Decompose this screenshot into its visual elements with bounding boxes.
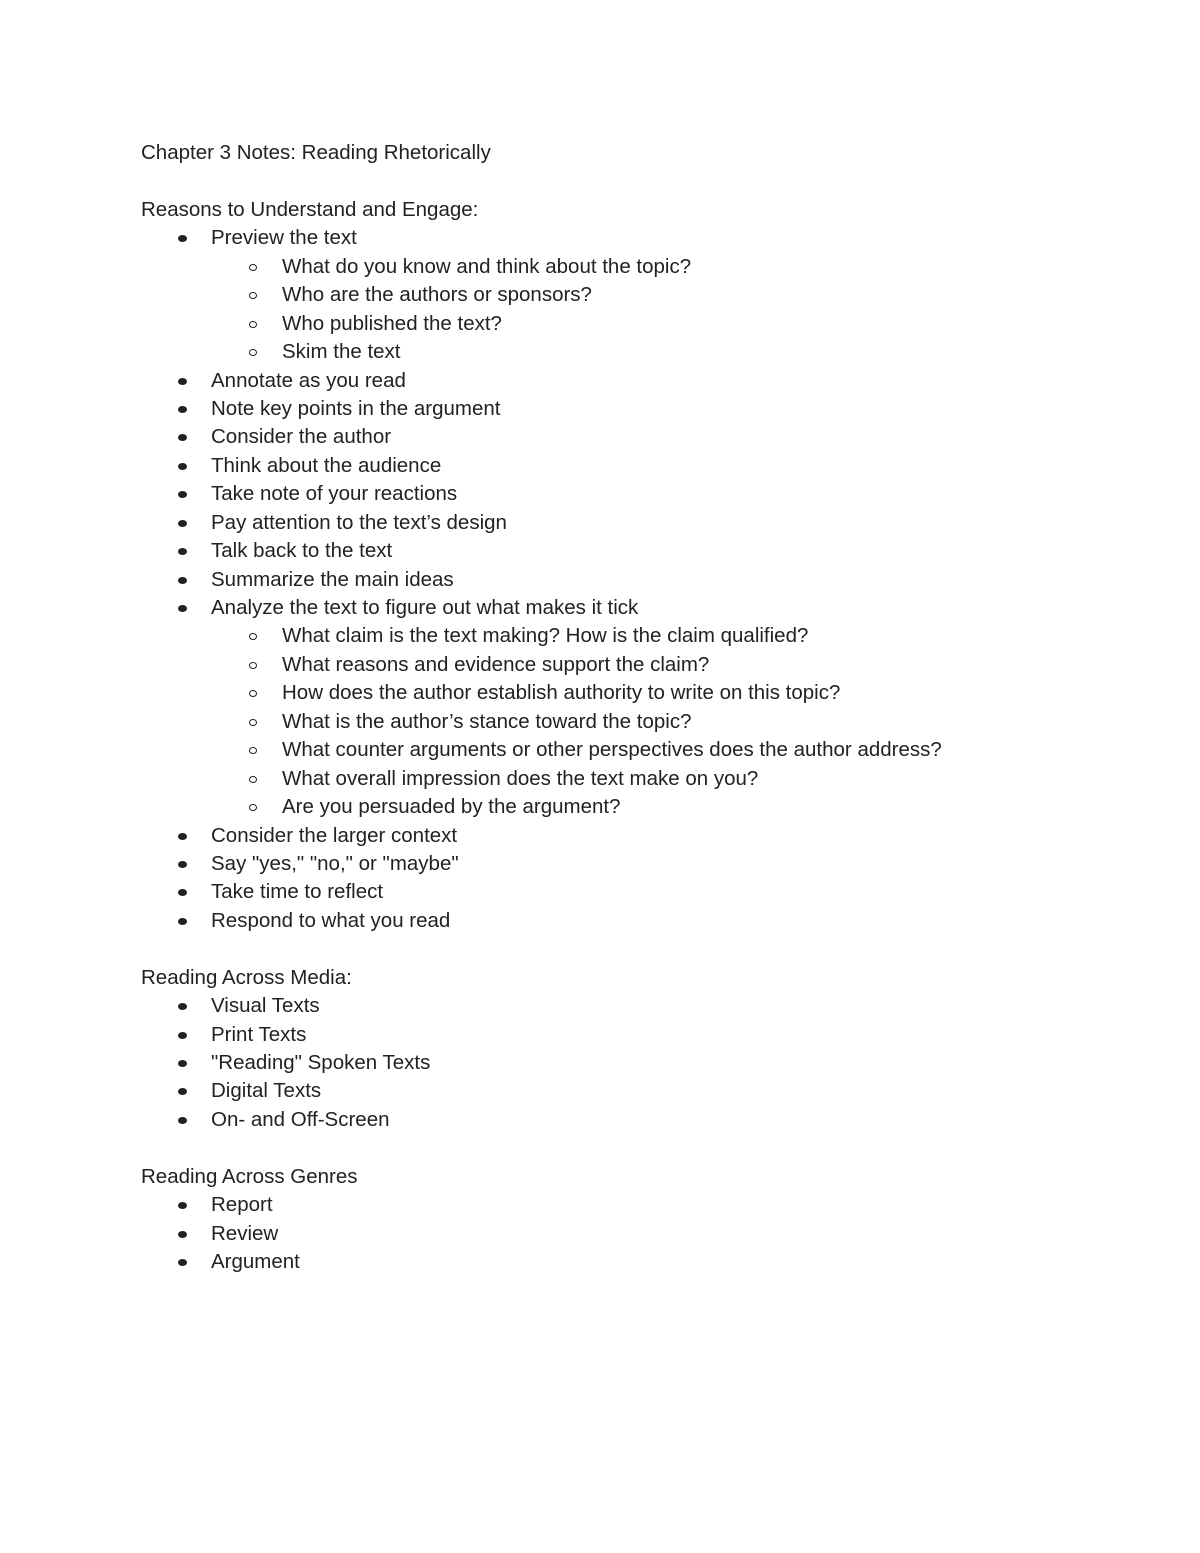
sub-list-item — [141, 253, 1141, 281]
bullet-icon — [178, 1117, 187, 1124]
list-item-text: Talk back to the text — [211, 539, 393, 563]
bullet-icon — [178, 1003, 187, 1010]
list-item — [141, 566, 1141, 594]
list-item — [141, 537, 1141, 565]
hollow-bullet-icon — [249, 292, 257, 299]
sub-list-item — [141, 281, 1141, 309]
bullet-icon — [178, 833, 187, 840]
list-item — [141, 509, 1141, 537]
sub-list-item-text: What do you know and think about the topic? — [282, 254, 692, 278]
list-item-text: Say "yes," "no," or "maybe" — [211, 851, 459, 875]
hollow-bullet-icon — [249, 690, 257, 697]
page-title: Chapter 3 Notes: Reading Rhetorically — [141, 141, 491, 164]
list-item-text: Annotate as you read — [211, 368, 406, 392]
list-item-text: Print Texts — [211, 1022, 307, 1046]
hollow-bullet-icon — [249, 804, 257, 811]
list-item-text: Summarize the main ideas — [211, 567, 454, 591]
section-heading: Reading Across Genres — [141, 1164, 358, 1188]
hollow-bullet-icon — [249, 633, 257, 640]
list-item — [141, 1248, 1141, 1276]
bullet-icon — [178, 463, 187, 470]
sub-list-item-text: What reasons and evidence support the claim? — [282, 652, 710, 676]
section-heading: Reasons to Understand and Engage: — [141, 197, 479, 221]
bullet-icon — [178, 1259, 187, 1266]
bullet-icon — [178, 605, 187, 612]
sub-list-item-text: Who are the authors or sponsors? — [282, 283, 592, 307]
list-item-text: Respond to what you read — [211, 908, 451, 932]
sub-list-item — [141, 338, 1141, 366]
list-item — [141, 992, 1141, 1020]
list-item — [141, 1077, 1141, 1105]
sub-list-item-text: Are you persuaded by the argument? — [282, 795, 621, 819]
list-item — [141, 423, 1141, 451]
sub-list-item-text: What is the author’s stance toward the topic? — [282, 709, 692, 733]
list-item-text: On- and Off-Screen — [211, 1107, 390, 1131]
sections-container — [141, 196, 1141, 1277]
sub-list-item-text: Who published the text? — [282, 311, 502, 335]
sub-list-item-text: What counter arguments or other perspectives does the author address? — [282, 738, 942, 762]
sub-list-item — [141, 765, 1141, 793]
bullet-icon — [178, 1231, 187, 1238]
list-item-text: Take time to reflect — [211, 880, 384, 904]
bullet-icon — [178, 235, 187, 242]
list-item-text: Visual Texts — [211, 994, 320, 1018]
list-item-text: Argument — [211, 1250, 300, 1274]
sub-list-item — [141, 679, 1141, 707]
bullet-icon — [178, 378, 187, 385]
sub-list-item-text: What claim is the text making? How is the claim qualified? — [282, 624, 809, 648]
list-item — [141, 480, 1141, 508]
list-item — [141, 594, 1141, 622]
list-item-text: Think about the audience — [211, 453, 442, 477]
list-item — [141, 907, 1141, 935]
bullet-icon — [178, 491, 187, 498]
sub-list-item — [141, 651, 1141, 679]
hollow-bullet-icon — [249, 264, 257, 271]
list-item — [141, 452, 1141, 480]
hollow-bullet-icon — [249, 321, 257, 328]
list-item — [141, 822, 1141, 850]
bullet-icon — [178, 520, 187, 527]
list-item-text: Consider the larger context — [211, 823, 458, 847]
sub-list-item-text: What overall impression does the text make on you? — [282, 766, 759, 790]
bullet-icon — [178, 1060, 187, 1067]
sub-list-item-text: How does the author establish authority to write on this topic? — [282, 681, 841, 705]
bullet-icon — [178, 577, 187, 584]
list-item-text: Review — [211, 1221, 279, 1245]
list-item-text: Note key points in the argument — [211, 396, 501, 420]
hollow-bullet-icon — [249, 662, 257, 669]
list-item-text: Analyze the text to figure out what makes it tick — [211, 596, 639, 619]
list-item — [141, 1220, 1141, 1248]
hollow-bullet-icon — [249, 747, 257, 754]
hollow-bullet-icon — [249, 719, 257, 726]
list-item-text: Digital Texts — [211, 1079, 322, 1103]
bullet-icon — [178, 434, 187, 441]
bullet-icon — [178, 1088, 187, 1095]
bullet-icon — [178, 918, 187, 925]
list-item — [141, 1106, 1141, 1134]
list-item-text: "Reading" Spoken Texts — [211, 1051, 431, 1074]
list-item — [141, 1191, 1141, 1219]
list-item-text: Take note of your reactions — [211, 482, 458, 506]
list-item-text: Pay attention to the text’s design — [211, 510, 507, 534]
sub-list-item — [141, 622, 1141, 650]
list-item — [141, 1021, 1141, 1049]
hollow-bullet-icon — [249, 349, 257, 356]
bullet-icon — [178, 889, 187, 896]
list-item-text: Report — [211, 1193, 273, 1217]
list-item-text: Preview the text — [211, 226, 357, 250]
list-item-text: Consider the author — [211, 425, 392, 449]
list-item — [141, 850, 1141, 878]
bullet-icon — [178, 1032, 187, 1039]
list-item — [141, 395, 1141, 423]
bullet-icon — [178, 861, 187, 868]
hollow-bullet-icon — [249, 776, 257, 783]
list-item — [141, 367, 1141, 395]
list-item — [141, 224, 1141, 252]
sub-list-item — [141, 708, 1141, 736]
list-item — [141, 878, 1141, 906]
sub-list-item — [141, 736, 1141, 764]
sub-list-item-text: Skim the text — [282, 340, 401, 364]
bullet-icon — [178, 1202, 187, 1209]
document-page — [141, 139, 1141, 1277]
section-heading: Reading Across Media: — [141, 965, 352, 989]
sub-list-item — [141, 310, 1141, 338]
list-item — [141, 1049, 1141, 1077]
bullet-icon — [178, 548, 187, 555]
bullet-icon — [178, 406, 187, 413]
sub-list-item — [141, 793, 1141, 821]
